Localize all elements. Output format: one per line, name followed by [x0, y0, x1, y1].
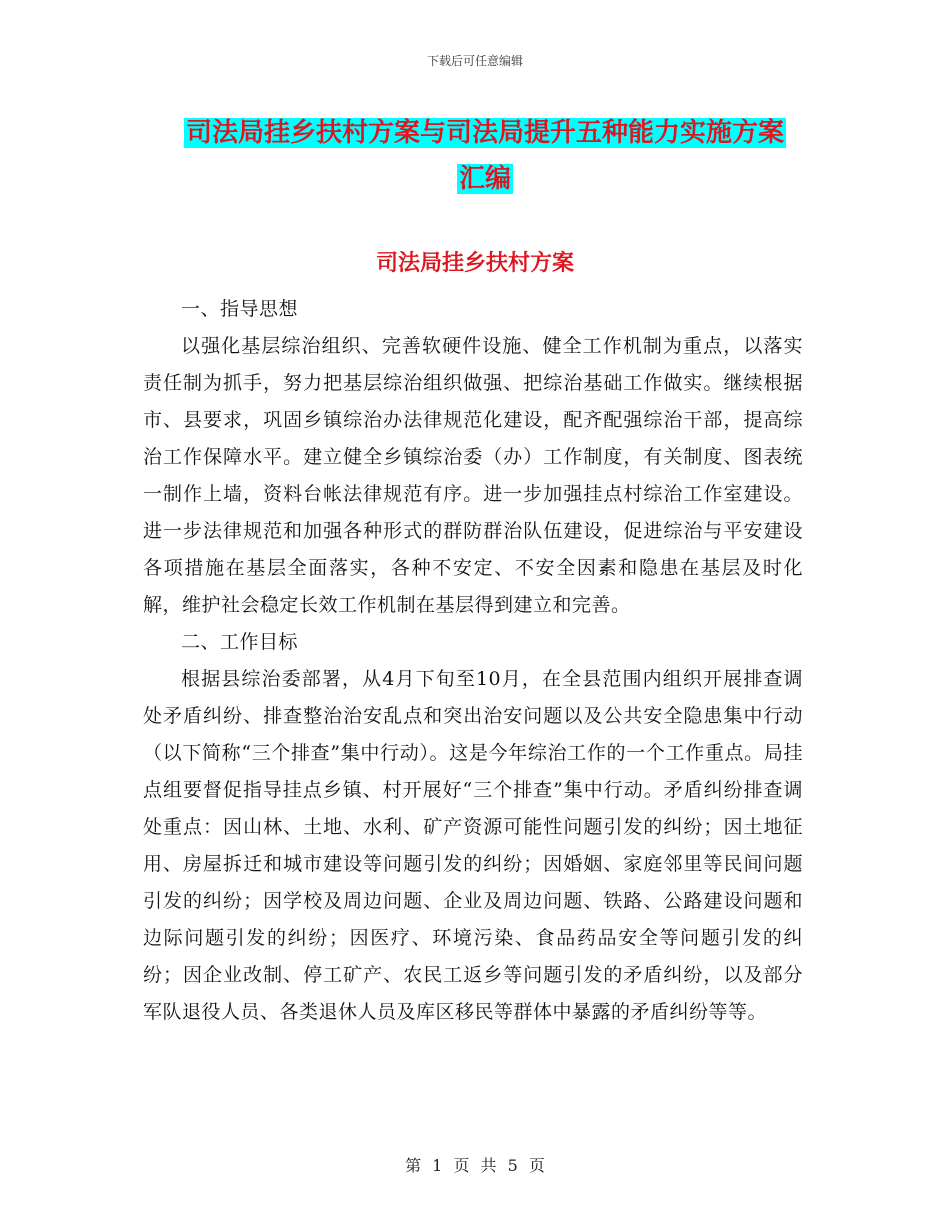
title-line-2: 汇编 [458, 164, 511, 194]
title-line-1: 司法局挂乡扶村方案与司法局提升五种能力实施方案 [185, 118, 784, 148]
heading-guiding-thought: 一、指导思想 [181, 298, 299, 320]
page-footer: 第 1 页 共 5 页 [405, 1156, 545, 1175]
heading-work-goals: 二、工作目标 [181, 631, 299, 653]
paragraph: 根据县综治委部署，从4月下旬至10月，在全县范围内组织开展排查调处矛盾纠纷、排查整治治安乱点和突出治安问题以及公共安全隐患集中行动（以下简称“三个排查”集中行动）。这是今年综治工作的一个工作重点。局挂点组要督促指导挂点乡镇、村开展好“三个排查”集中行动。矛盾纠纷排查调处重点：因山林、土地、水利、矿产资源可能性问题引发的纠纷；因土地征用、房屋拆迁和城市建设等问题引发的纠纷；因婚姻、家庭邻里等民间问题引发的纠纷；因学校及周边问题、企业及周边问题、铁路、公路建设问题和边际问题引发的纠纷；因医疗、环境污染、食品药品安全等问题引发的纠纷；因企业改制、停工矿产、农民工返乡等问题引发的矛盾纠纷，以及部分军队退役人员、各类退休人员及库区移民等群体中暴露的矛盾纠纷等等。 [143, 668, 803, 1023]
document-title [140, 110, 830, 202]
section-title: 司法局挂乡扶村方案 [375, 251, 574, 276]
page-header-note: 下载后可任意编辑 [426, 54, 523, 68]
document-body [143, 291, 803, 1031]
paragraph: 以强化基层综治组织、完善软硬件设施、健全工作机制为重点，以落实责任制为抓手，努力把基层综治组织做强、把综治基础工作做实。继续根据市、县要求，巩固乡镇综治办法律规范化建设，配齐配强综治干部，提高综治工作保障水平。建立健全乡镇综治委（办）工作制度，有关制度、图表统一制作上墙，资料台帐法律规范有序。进一步加强挂点村综治工作室建设。进一步法律规范和加强各种形式的群防群治队伍建设，促进综治与平安建设各项措施在基层全面落实，各种不安定、不安全因素和隐患在基层及时化解，维护社会稳定长效工作机制在基层得到建立和完善。 [143, 335, 803, 616]
